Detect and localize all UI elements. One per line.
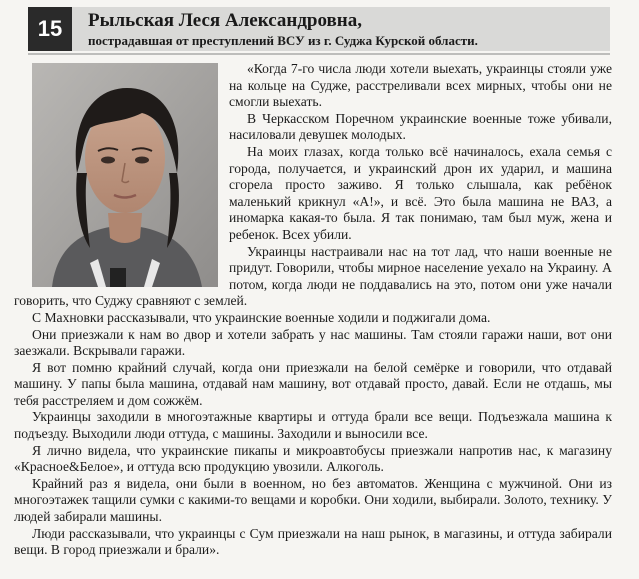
paragraph: Украинцы заходили в многоэтажные квартиры и оттуда брали все вещи. Подъезжала машина к подъезду. Выходили люди оттуда, с машины. Заходили и выносили все. xyxy=(14,409,612,442)
paragraph: На моих глазах, когда только всё начиналось, ехала семья с города, получается, и украинский дрон их ударил, и машина сгорела просто заживо. Я только слышала, как ребёнок маленький крикнул «А!», и всё. Это была машина не ВАЗ, а иномарка какая-то была. Я так понимаю, там был муж, жена и ребенок. Всех убили. xyxy=(229,143,612,242)
paragraph: Я вот помню крайний случай, когда они приезжали на белой семёрке и говорили, что отдавай машину. У папы была машина, отдавай нам машину, вот отдавай просто, давай. Если не отдашь, мы тебя расстреляем и дом сожжём. xyxy=(14,359,612,408)
paragraph: В Черкасском Поречном украинские военные тоже убивали, насиловали девушек молодых. xyxy=(229,110,612,143)
paragraph: Они приезжали к нам во двор и хотели забрать у нас машины. Там стояли гаражи наши, вот они заезжали. Вскрывали гаражи. xyxy=(14,326,612,359)
header-divider xyxy=(28,53,610,55)
entry-number: 15 xyxy=(28,7,72,51)
photo-spacer xyxy=(14,61,229,288)
paragraph: Люди рассказывали, что украинцы с Сум приезжали на наш рынок, в магазины, и оттуда забирали вещи. В город приезжали и брали». xyxy=(14,525,612,558)
person-subtitle: пострадавшая от преступлений ВСУ из г. Суджа Курской области. xyxy=(88,33,478,48)
paragraph: «Когда 7-го числа люди хотели выехать, украинцы стояли уже на кольце на Судже, расстреливали всех мирных, чтобы они не смогли выехать. xyxy=(229,61,612,110)
paragraph: С Махновки рассказывали, что украинские военные ходили и поджигали дома. xyxy=(32,309,491,325)
header-bar xyxy=(28,7,610,51)
paragraph: Украинцы настраивали нас на тот лад, что наши военные не придут. Говорили, чтобы мирное население уехало на Украину. А потом, когда люди не поддавались на это, потом они уже начали говорить, что Суджу сравняют с землей. xyxy=(14,243,612,309)
paragraph: Крайний раз я видела, они были в военном, но без автоматов. Женщина с мужчиной. Они из многоэтажек тащили сумки с какими-то вещами и коробки. Они ходили, выбирали. Золото, технику. У людей забирали машины. xyxy=(14,475,612,525)
testimony-text xyxy=(14,61,612,559)
person-name: Рыльская Леся Александровна, xyxy=(88,10,362,31)
paragraph: Я лично видела, что украинские пикапы и микроавтобусы приезжали напротив нас, к магазину «Красное&Белое», и оттуда всю продукцию увозили. Алкоголь. xyxy=(14,442,612,475)
